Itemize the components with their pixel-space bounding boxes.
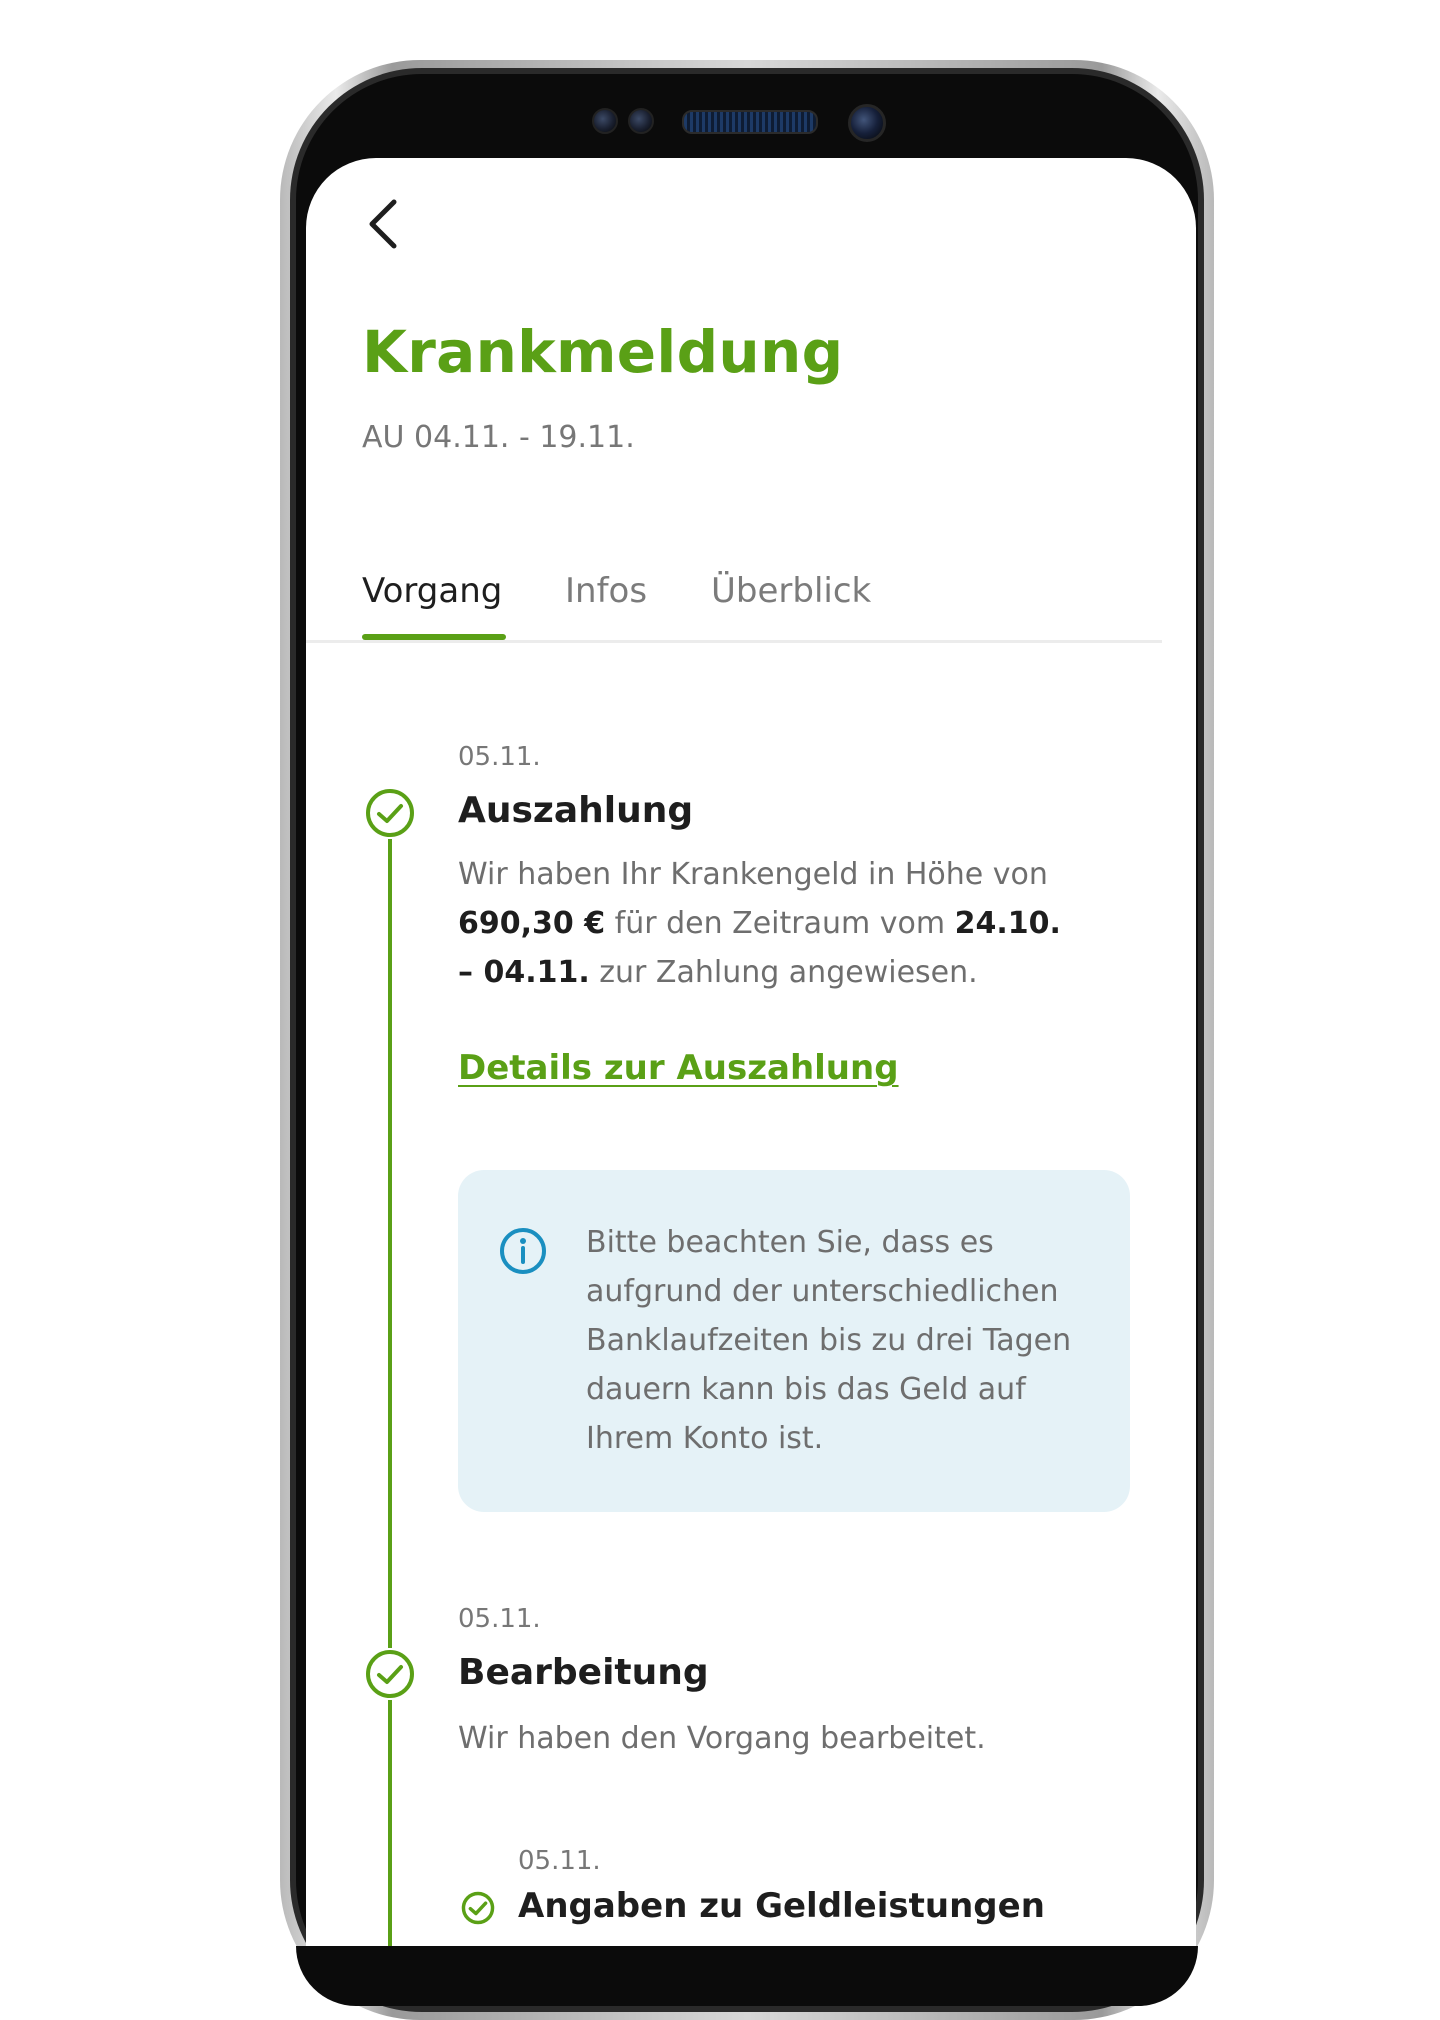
timeline-text: Wir haben den Vorgang bearbeitet. (458, 1721, 986, 1756)
payout-text-part: Wir haben Ihr Krankengeld in Höhe von (458, 857, 1048, 892)
payout-period-end: – 04.11. (458, 955, 590, 990)
info-box (458, 1170, 1130, 1512)
phone-bottom-bezel (296, 1946, 1198, 2006)
tab-vorgang[interactable]: Vorgang (362, 571, 503, 611)
tabs-divider (306, 640, 1162, 643)
payout-period-start: 24.10. (954, 906, 1061, 941)
page-subtitle: AU 04.11. - 19.11. (362, 420, 635, 455)
timeline-line (388, 818, 392, 1948)
payout-amount: 690,30 € (458, 906, 606, 941)
timeline-title: Auszahlung (458, 790, 694, 831)
check-circle-icon (364, 1648, 416, 1700)
payout-details-link[interactable]: Details zur Auszahlung (458, 1048, 899, 1088)
timeline-date: 05.11. (518, 1846, 601, 1876)
info-line: aufgrund der unterschiedlichen (586, 1274, 1059, 1309)
tab-ueberblick[interactable]: Überblick (711, 571, 872, 611)
app-screen (306, 158, 1196, 1948)
sensor-dot (628, 108, 654, 134)
payout-description (458, 850, 1098, 997)
check-circle-icon (364, 787, 416, 839)
info-icon (498, 1226, 548, 1276)
info-line: Ihrem Konto ist. (586, 1421, 824, 1456)
page-title: Krankmeldung (362, 318, 844, 386)
chevron-left-icon[interactable] (364, 196, 404, 252)
info-line: Bitte beachten Sie, dass es (586, 1225, 994, 1260)
front-camera (848, 104, 886, 142)
info-line: dauern kann bis das Geld auf (586, 1372, 1026, 1407)
check-circle-icon (460, 1890, 496, 1926)
tab-bar (306, 558, 1162, 642)
payout-text-part: zur Zahlung angewiesen. (599, 955, 978, 990)
info-line: Banklaufzeiten bis zu drei Tagen (586, 1323, 1072, 1358)
timeline-date: 05.11. (458, 742, 541, 772)
tab-infos[interactable]: Infos (565, 571, 648, 611)
info-text (586, 1218, 1106, 1463)
payout-text-part: für den Zeitraum vom (614, 906, 946, 941)
earpiece-speaker (682, 110, 818, 134)
timeline-title: Angaben zu Geldleistungen (518, 1886, 1045, 1926)
sensor-dot (592, 108, 618, 134)
timeline-date: 05.11. (458, 1604, 541, 1634)
timeline-title: Bearbeitung (458, 1652, 709, 1693)
